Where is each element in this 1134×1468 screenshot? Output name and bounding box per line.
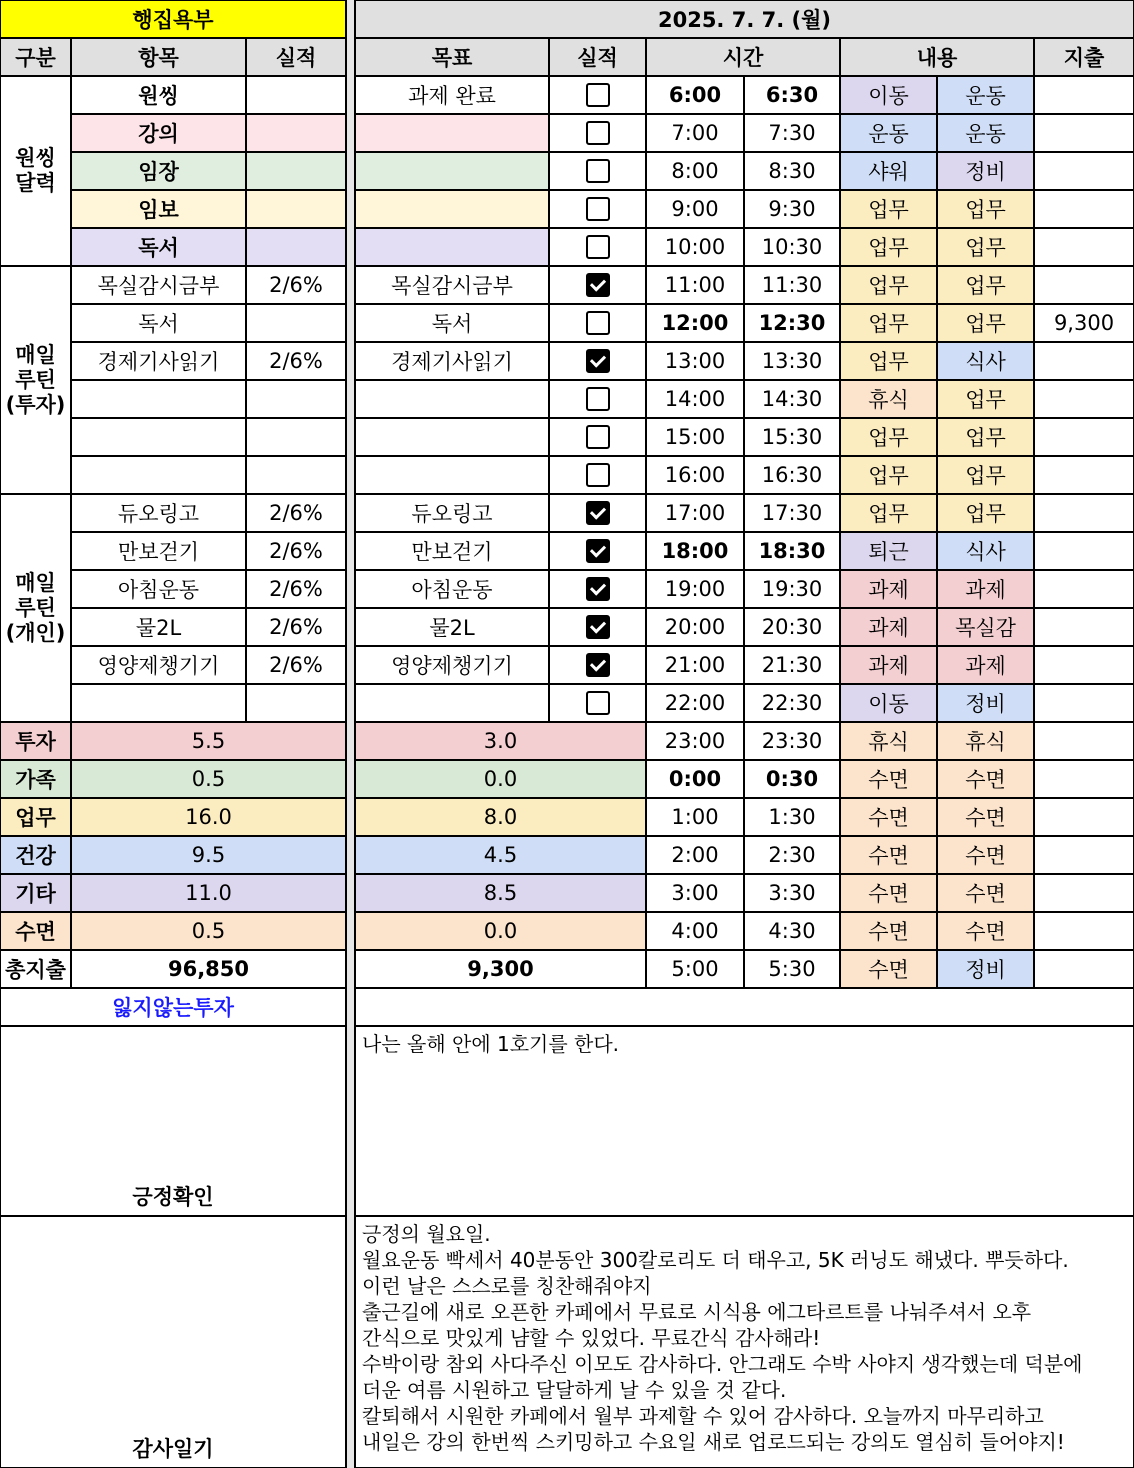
- item-cell: 목실감시금부: [71, 266, 246, 304]
- check-cell: [549, 304, 646, 342]
- time-start: 14:00: [646, 380, 744, 418]
- content-first: 휴식: [840, 380, 937, 418]
- result-cell: [246, 418, 346, 456]
- content-first: 샤워: [840, 152, 937, 190]
- expense-cell: [1034, 570, 1134, 608]
- time-start: 15:00: [646, 418, 744, 456]
- header-check: 실적: [549, 38, 646, 76]
- checkbox[interactable]: [586, 615, 610, 639]
- content-first: 업무: [840, 190, 937, 228]
- check-cell: [549, 608, 646, 646]
- time-end: 15:30: [744, 418, 840, 456]
- expense-cell: [1034, 950, 1134, 988]
- header-time: 시간: [646, 38, 840, 76]
- summary-value: 0.5: [71, 912, 346, 950]
- content-first: 수면: [840, 912, 937, 950]
- time-end: 14:30: [744, 380, 840, 418]
- time-start: 8:00: [646, 152, 744, 190]
- content-second: 업무: [937, 418, 1034, 456]
- result-cell: [246, 190, 346, 228]
- gratitude-label: 감사일기: [0, 1216, 346, 1468]
- time-start: 21:00: [646, 646, 744, 684]
- checkbox[interactable]: [586, 577, 610, 601]
- item-cell: 영양제챙기기: [71, 646, 246, 684]
- time-end: 22:30: [744, 684, 840, 722]
- time-start: 19:00: [646, 570, 744, 608]
- result-cell: 2/6%: [246, 342, 346, 380]
- result-cell: [246, 456, 346, 494]
- summary-label: 수면: [0, 912, 71, 950]
- time-start: 13:00: [646, 342, 744, 380]
- time-end: 1:30: [744, 798, 840, 836]
- content-first: 수면: [840, 874, 937, 912]
- item-cell: 경제기사읽기: [71, 342, 246, 380]
- summary-value: 16.0: [71, 798, 346, 836]
- content-first: 수면: [840, 798, 937, 836]
- panel-separator: [346, 0, 355, 1468]
- expense-cell: [1034, 912, 1134, 950]
- check-cell: [549, 570, 646, 608]
- result-cell: [246, 114, 346, 152]
- expense-cell: 9,300: [1034, 304, 1134, 342]
- content-first: 업무: [840, 418, 937, 456]
- item-cell: 만보걷기: [71, 532, 246, 570]
- time-end: 6:30: [744, 76, 840, 114]
- expense-cell: [1034, 114, 1134, 152]
- goal-cell: [355, 152, 549, 190]
- content-second: 휴식: [937, 722, 1034, 760]
- time-end: 20:30: [744, 608, 840, 646]
- content-second: 업무: [937, 456, 1034, 494]
- time-start: 22:00: [646, 684, 744, 722]
- time-start: 6:00: [646, 76, 744, 114]
- summary-label: 건강: [0, 836, 71, 874]
- summary-goal-value: 3.0: [355, 722, 646, 760]
- header-result: 실적: [246, 38, 346, 76]
- expense-cell: [1034, 684, 1134, 722]
- time-end: 8:30: [744, 152, 840, 190]
- header-item: 항목: [71, 38, 246, 76]
- content-second: 정비: [937, 684, 1034, 722]
- expense-cell: [1034, 608, 1134, 646]
- content-first: 운동: [840, 114, 937, 152]
- item-cell: [71, 456, 246, 494]
- goal-cell: [355, 190, 549, 228]
- content-first: 업무: [840, 456, 937, 494]
- time-start: 10:00: [646, 228, 744, 266]
- checkbox[interactable]: [586, 425, 610, 449]
- summary-goal-value: 9,300: [355, 950, 646, 988]
- affirmation-text: 나는 올해 안에 1호기를 한다.: [355, 1026, 1134, 1216]
- goal-cell: 경제기사읽기: [355, 342, 549, 380]
- checkbox[interactable]: [586, 349, 610, 373]
- expense-cell: [1034, 456, 1134, 494]
- time-end: 2:30: [744, 836, 840, 874]
- expense-cell: [1034, 836, 1134, 874]
- content-second: 수면: [937, 836, 1034, 874]
- goal-cell: [355, 114, 549, 152]
- time-end: 4:30: [744, 912, 840, 950]
- expense-cell: [1034, 228, 1134, 266]
- checkbox[interactable]: [586, 387, 610, 411]
- checkbox[interactable]: [586, 501, 610, 525]
- time-end: 10:30: [744, 228, 840, 266]
- item-cell: 강의: [71, 114, 246, 152]
- item-cell: [71, 380, 246, 418]
- time-end: 19:30: [744, 570, 840, 608]
- summary-goal-value: 4.5: [355, 836, 646, 874]
- result-cell: [246, 684, 346, 722]
- time-end: 9:30: [744, 190, 840, 228]
- time-end: 12:30: [744, 304, 840, 342]
- summary-label: 투자: [0, 722, 71, 760]
- date-title: 2025. 7. 7. (월): [355, 0, 1134, 38]
- check-cell: [549, 114, 646, 152]
- content-first: 과제: [840, 646, 937, 684]
- result-cell: [246, 304, 346, 342]
- result-cell: 2/6%: [246, 532, 346, 570]
- content-first: 이동: [840, 684, 937, 722]
- content-second: 수면: [937, 912, 1034, 950]
- time-end: 0:30: [744, 760, 840, 798]
- checkbox[interactable]: [586, 273, 610, 297]
- content-second: 목실감: [937, 608, 1034, 646]
- content-first: 과제: [840, 608, 937, 646]
- expense-cell: [1034, 494, 1134, 532]
- time-start: 5:00: [646, 950, 744, 988]
- expense-cell: [1034, 760, 1134, 798]
- left-title: 행집욕부: [0, 0, 346, 38]
- expense-cell: [1034, 76, 1134, 114]
- time-end: 3:30: [744, 874, 840, 912]
- content-second: 식사: [937, 532, 1034, 570]
- content-second: 운동: [937, 114, 1034, 152]
- item-cell: 임장: [71, 152, 246, 190]
- expense-cell: [1034, 418, 1134, 456]
- check-cell: [549, 380, 646, 418]
- time-end: 17:30: [744, 494, 840, 532]
- result-cell: 2/6%: [246, 494, 346, 532]
- goal-cell: 영양제챙기기: [355, 646, 549, 684]
- content-second: 업무: [937, 190, 1034, 228]
- time-start: 16:00: [646, 456, 744, 494]
- time-start: 3:00: [646, 874, 744, 912]
- content-second: 업무: [937, 266, 1034, 304]
- item-cell: 아침운동: [71, 570, 246, 608]
- header-goal: 목표: [355, 38, 549, 76]
- goal-cell: 독서: [355, 304, 549, 342]
- expense-cell: [1034, 874, 1134, 912]
- result-cell: 2/6%: [246, 266, 346, 304]
- check-cell: [549, 494, 646, 532]
- time-start: 17:00: [646, 494, 744, 532]
- total-label: 총지출: [0, 950, 71, 988]
- content-first: 업무: [840, 266, 937, 304]
- time-start: 12:00: [646, 304, 744, 342]
- left-panel: [0, 0, 346, 1468]
- time-end: 16:30: [744, 456, 840, 494]
- goal-cell: 과제 완료: [355, 76, 549, 114]
- goal-cell: [355, 418, 549, 456]
- content-second: 업무: [937, 494, 1034, 532]
- summary-goal-value: 8.0: [355, 798, 646, 836]
- check-cell: [549, 76, 646, 114]
- goal-cell: 만보걷기: [355, 532, 549, 570]
- check-cell: [549, 646, 646, 684]
- content-first: 퇴근: [840, 532, 937, 570]
- goal-cell: 듀오링고: [355, 494, 549, 532]
- time-end: 7:30: [744, 114, 840, 152]
- content-first: 휴식: [840, 722, 937, 760]
- checkbox[interactable]: [586, 121, 610, 145]
- header-expense: 지출: [1034, 38, 1134, 76]
- expense-cell: [1034, 798, 1134, 836]
- time-start: 7:00: [646, 114, 744, 152]
- time-start: 2:00: [646, 836, 744, 874]
- time-start: 23:00: [646, 722, 744, 760]
- item-cell: [71, 684, 246, 722]
- group-label: 매일 루틴 (투자): [0, 266, 71, 494]
- time-end: 11:30: [744, 266, 840, 304]
- content-first: 이동: [840, 76, 937, 114]
- item-cell: [71, 418, 246, 456]
- group-label: 원씽 달력: [0, 76, 71, 266]
- expense-cell: [1034, 152, 1134, 190]
- time-start: 1:00: [646, 798, 744, 836]
- group-label: 매일 루틴 (개인): [0, 494, 71, 722]
- content-first: 업무: [840, 228, 937, 266]
- result-cell: 2/6%: [246, 646, 346, 684]
- content-first: 과제: [840, 570, 937, 608]
- content-second: 정비: [937, 950, 1034, 988]
- result-cell: [246, 152, 346, 190]
- content-first: 업무: [840, 304, 937, 342]
- time-start: 4:00: [646, 912, 744, 950]
- content-second: 과제: [937, 570, 1034, 608]
- time-end: 5:30: [744, 950, 840, 988]
- summary-value: 11.0: [71, 874, 346, 912]
- content-second: 업무: [937, 380, 1034, 418]
- item-cell: 원씽: [71, 76, 246, 114]
- check-cell: [549, 532, 646, 570]
- result-cell: [246, 76, 346, 114]
- content-second: 수면: [937, 874, 1034, 912]
- summary-value: 9.5: [71, 836, 346, 874]
- affirmation-label: 긍정확인: [0, 1026, 346, 1216]
- time-end: 23:30: [744, 722, 840, 760]
- checkbox[interactable]: [586, 653, 610, 677]
- checkbox[interactable]: [586, 311, 610, 335]
- result-cell: 2/6%: [246, 608, 346, 646]
- expense-cell: [1034, 266, 1134, 304]
- check-cell: [549, 190, 646, 228]
- content-second: 수면: [937, 798, 1034, 836]
- content-first: 수면: [840, 836, 937, 874]
- item-cell: 독서: [71, 228, 246, 266]
- gratitude-text: 긍정의 월요일. 월요운동 빡세서 40분동안 300칼로리도 더 태우고, 5K 러닝도 해냈다. 뿌듯하다. 이런 날은 스스로를 칭찬해줘야지 출근길에 새로 오픈한 카페에서 무료로 시식용 에그타르트를 나눠주셔서 오후 간식으로 맛있게 냠할 수 있었다. 무료간식 감사해라! 수박이랑 참외 사다주신 이모도 감사하다. 안그래도 수박 사야지 생각했는데 덕분에 더운 여름 시원하고 달달하게 날 수 있을 것 같다. 칼퇴해서 시원한 카페에서 월부 과제할 수 있어 감사하다. 오늘까지 마무리하고 내일은 강의 한번씩 스키밍하고 수요일 새로 업로드되는 강의도 열심히 들어야지!: [355, 1216, 1134, 1468]
- summary-value: 5.5: [71, 722, 346, 760]
- header-content: 내용: [840, 38, 1034, 76]
- content-second: 과제: [937, 646, 1034, 684]
- item-cell: 독서: [71, 304, 246, 342]
- summary-label: 기타: [0, 874, 71, 912]
- content-second: 업무: [937, 304, 1034, 342]
- check-cell: [549, 456, 646, 494]
- right-panel: [355, 0, 1134, 1468]
- goal-cell: [355, 228, 549, 266]
- check-cell: [549, 684, 646, 722]
- goal-cell: [355, 684, 549, 722]
- header-category: 구분: [0, 38, 71, 76]
- content-second: 운동: [937, 76, 1034, 114]
- expense-cell: [1034, 646, 1134, 684]
- check-cell: [549, 152, 646, 190]
- motto: 잃지않는투자: [0, 988, 346, 1026]
- time-start: 0:00: [646, 760, 744, 798]
- checkbox[interactable]: [586, 83, 610, 107]
- check-cell: [549, 342, 646, 380]
- expense-cell: [1034, 532, 1134, 570]
- goal-cell: 아침운동: [355, 570, 549, 608]
- checkbox[interactable]: [586, 235, 610, 259]
- time-end: 13:30: [744, 342, 840, 380]
- check-cell: [549, 418, 646, 456]
- motto-row-right: [355, 988, 1134, 1026]
- time-end: 18:30: [744, 532, 840, 570]
- goal-cell: [355, 380, 549, 418]
- goal-cell: [355, 456, 549, 494]
- summary-label: 가족: [0, 760, 71, 798]
- result-cell: 2/6%: [246, 570, 346, 608]
- item-cell: 임보: [71, 190, 246, 228]
- summary-goal-value: 8.5: [355, 874, 646, 912]
- time-start: 18:00: [646, 532, 744, 570]
- checkbox[interactable]: [586, 539, 610, 563]
- content-second: 식사: [937, 342, 1034, 380]
- checkbox[interactable]: [586, 691, 610, 715]
- time-end: 21:30: [744, 646, 840, 684]
- checkbox[interactable]: [586, 197, 610, 221]
- expense-cell: [1034, 190, 1134, 228]
- item-cell: 듀오링고: [71, 494, 246, 532]
- time-start: 9:00: [646, 190, 744, 228]
- result-cell: [246, 380, 346, 418]
- summary-label: 업무: [0, 798, 71, 836]
- total-value: 96,850: [71, 950, 346, 988]
- summary-value: 0.5: [71, 760, 346, 798]
- content-first: 수면: [840, 950, 937, 988]
- time-start: 11:00: [646, 266, 744, 304]
- item-cell: 물2L: [71, 608, 246, 646]
- result-cell: [246, 228, 346, 266]
- check-cell: [549, 266, 646, 304]
- summary-goal-value: 0.0: [355, 760, 646, 798]
- time-start: 20:00: [646, 608, 744, 646]
- summary-goal-value: 0.0: [355, 912, 646, 950]
- content-second: 정비: [937, 152, 1034, 190]
- content-first: 업무: [840, 494, 937, 532]
- goal-cell: 목실감시금부: [355, 266, 549, 304]
- check-cell: [549, 228, 646, 266]
- content-second: 업무: [937, 228, 1034, 266]
- checkbox[interactable]: [586, 463, 610, 487]
- checkbox[interactable]: [586, 159, 610, 183]
- expense-cell: [1034, 342, 1134, 380]
- goal-cell: 물2L: [355, 608, 549, 646]
- content-first: 업무: [840, 342, 937, 380]
- content-second: 수면: [937, 760, 1034, 798]
- expense-cell: [1034, 722, 1134, 760]
- content-first: 수면: [840, 760, 937, 798]
- expense-cell: [1034, 380, 1134, 418]
